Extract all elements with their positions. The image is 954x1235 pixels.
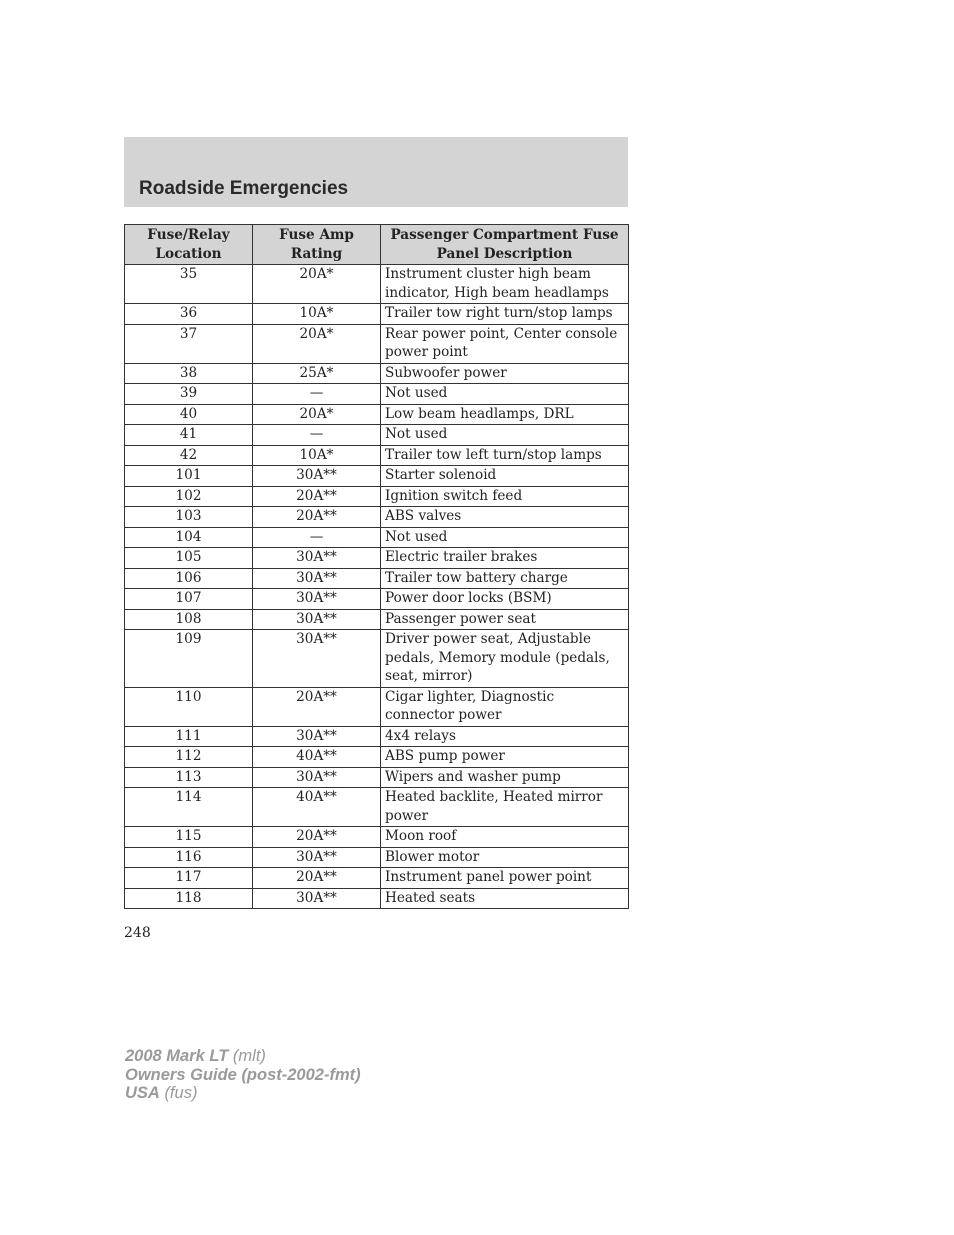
table-row — [125, 324, 629, 363]
fuse-rating-cell: 20A* — [253, 265, 381, 304]
fuse-location-cell: 114 — [125, 788, 253, 827]
fuse-rating-cell: 30A** — [253, 726, 381, 747]
fuse-description-cell: Heated seats — [381, 888, 629, 909]
fuse-rating-cell: 40A** — [253, 747, 381, 768]
fuse-location-cell: 102 — [125, 486, 253, 507]
column-header-description: Passenger Compartment Fuse Panel Description — [381, 225, 629, 265]
fuse-location-cell: 105 — [125, 548, 253, 569]
table-row — [125, 548, 629, 569]
table-row — [125, 363, 629, 384]
fuse-rating-cell: 20A** — [253, 687, 381, 726]
fuse-location-cell: 109 — [125, 630, 253, 688]
fuse-description-cell: ABS pump power — [381, 747, 629, 768]
fuse-rating-cell: 30A** — [253, 466, 381, 487]
fuse-location-cell: 118 — [125, 888, 253, 909]
fuse-description-cell: Subwoofer power — [381, 363, 629, 384]
fuse-location-cell: 35 — [125, 265, 253, 304]
fuse-location-cell: 41 — [125, 425, 253, 446]
fuse-description-cell: Instrument cluster high beam indicator, High beam headlamps — [381, 265, 629, 304]
fuse-description-cell: Starter solenoid — [381, 466, 629, 487]
fuse-description-cell: Trailer tow left turn/stop lamps — [381, 445, 629, 466]
fuse-description-cell: Wipers and washer pump — [381, 767, 629, 788]
fuse-rating-cell: 20A** — [253, 507, 381, 528]
table-row — [125, 507, 629, 528]
table-row — [125, 726, 629, 747]
table-row — [125, 827, 629, 848]
fuse-description-cell: Not used — [381, 384, 629, 405]
table-row — [125, 304, 629, 325]
table-row — [125, 687, 629, 726]
fuse-location-cell: 108 — [125, 609, 253, 630]
table-row — [125, 384, 629, 405]
table-header-row — [125, 225, 629, 265]
fuse-rating-cell: 20A** — [253, 827, 381, 848]
fuse-description-cell: Cigar lighter, Diagnostic connector power — [381, 687, 629, 726]
table-row — [125, 404, 629, 425]
table-row — [125, 425, 629, 446]
table-row — [125, 630, 629, 688]
section-title: Roadside Emergencies — [139, 178, 349, 199]
fuse-location-cell: 103 — [125, 507, 253, 528]
fuse-description-cell: Rear power point, Center console power point — [381, 324, 629, 363]
fuse-description-cell: Not used — [381, 425, 629, 446]
fuse-description-cell: Driver power seat, Adjustable pedals, Memory module (pedals, seat, mirror) — [381, 630, 629, 688]
fuse-location-cell: 117 — [125, 868, 253, 889]
fuse-description-cell: ABS valves — [381, 507, 629, 528]
fuse-description-cell: Instrument panel power point — [381, 868, 629, 889]
table-row — [125, 445, 629, 466]
fuse-description-cell: Trailer tow right turn/stop lamps — [381, 304, 629, 325]
table-row — [125, 589, 629, 610]
column-header-location: Fuse/Relay Location — [125, 225, 253, 265]
fuse-location-cell: 40 — [125, 404, 253, 425]
table-row — [125, 767, 629, 788]
fuse-location-cell: 112 — [125, 747, 253, 768]
fuse-location-cell: 110 — [125, 687, 253, 726]
page-number: 248 — [124, 925, 151, 941]
fuse-rating-cell: — — [253, 527, 381, 548]
fuse-location-cell: 115 — [125, 827, 253, 848]
fuse-rating-cell: 30A** — [253, 609, 381, 630]
fuse-table-body — [125, 265, 629, 909]
fuse-rating-cell: 30A** — [253, 630, 381, 688]
table-row — [125, 868, 629, 889]
fuse-location-cell: 39 — [125, 384, 253, 405]
footer-line-model: 2008 Mark LT (mlt) — [125, 1047, 266, 1065]
table-row — [125, 568, 629, 589]
fuse-location-cell: 36 — [125, 304, 253, 325]
fuse-description-cell: 4x4 relays — [381, 726, 629, 747]
fuse-description-cell: Ignition switch feed — [381, 486, 629, 507]
fuse-description-cell: Heated backlite, Heated mirror power — [381, 788, 629, 827]
fuse-location-cell: 101 — [125, 466, 253, 487]
table-row — [125, 527, 629, 548]
fuse-description-cell: Power door locks (BSM) — [381, 589, 629, 610]
fuse-location-cell: 107 — [125, 589, 253, 610]
fuse-location-cell: 37 — [125, 324, 253, 363]
section-header-band — [124, 137, 628, 207]
fuse-rating-cell: 30A** — [253, 847, 381, 868]
fuse-rating-cell: — — [253, 425, 381, 446]
fuse-location-cell: 38 — [125, 363, 253, 384]
fuse-rating-cell: 10A* — [253, 445, 381, 466]
table-row — [125, 888, 629, 909]
fuse-rating-cell: 20A* — [253, 324, 381, 363]
table-row — [125, 486, 629, 507]
fuse-description-cell: Electric trailer brakes — [381, 548, 629, 569]
fuse-location-cell: 104 — [125, 527, 253, 548]
table-row — [125, 847, 629, 868]
fuse-description-cell: Passenger power seat — [381, 609, 629, 630]
fuse-rating-cell: 20A** — [253, 868, 381, 889]
document-footer — [125, 1047, 361, 1103]
fuse-description-cell: Moon roof — [381, 827, 629, 848]
fuse-rating-cell: 30A** — [253, 548, 381, 569]
fuse-rating-cell: 30A** — [253, 888, 381, 909]
fuse-location-cell: 113 — [125, 767, 253, 788]
fuse-rating-cell: 20A* — [253, 404, 381, 425]
fuse-location-cell: 111 — [125, 726, 253, 747]
table-row — [125, 747, 629, 768]
table-row — [125, 265, 629, 304]
fuse-rating-cell: 20A** — [253, 486, 381, 507]
fuse-description-cell: Trailer tow battery charge — [381, 568, 629, 589]
table-row — [125, 609, 629, 630]
fuse-description-cell: Not used — [381, 527, 629, 548]
footer-line-guide: Owners Guide (post-2002-fmt) — [125, 1065, 361, 1084]
fuse-rating-cell: 10A* — [253, 304, 381, 325]
fuse-rating-cell: 30A** — [253, 589, 381, 610]
fuse-location-cell: 42 — [125, 445, 253, 466]
fuse-description-cell: Low beam headlamps, DRL — [381, 404, 629, 425]
fuse-description-cell: Blower motor — [381, 847, 629, 868]
fuse-rating-cell: 30A** — [253, 568, 381, 589]
table-row — [125, 788, 629, 827]
table-row — [125, 466, 629, 487]
fuse-location-cell: 106 — [125, 568, 253, 589]
fuse-rating-cell: — — [253, 384, 381, 405]
fuse-rating-cell: 30A** — [253, 767, 381, 788]
fuse-table — [124, 224, 629, 909]
fuse-rating-cell: 40A** — [253, 788, 381, 827]
fuse-rating-cell: 25A* — [253, 363, 381, 384]
fuse-location-cell: 116 — [125, 847, 253, 868]
footer-line-market: USA (fus) — [125, 1084, 198, 1102]
column-header-rating: Fuse Amp Rating — [253, 225, 381, 265]
